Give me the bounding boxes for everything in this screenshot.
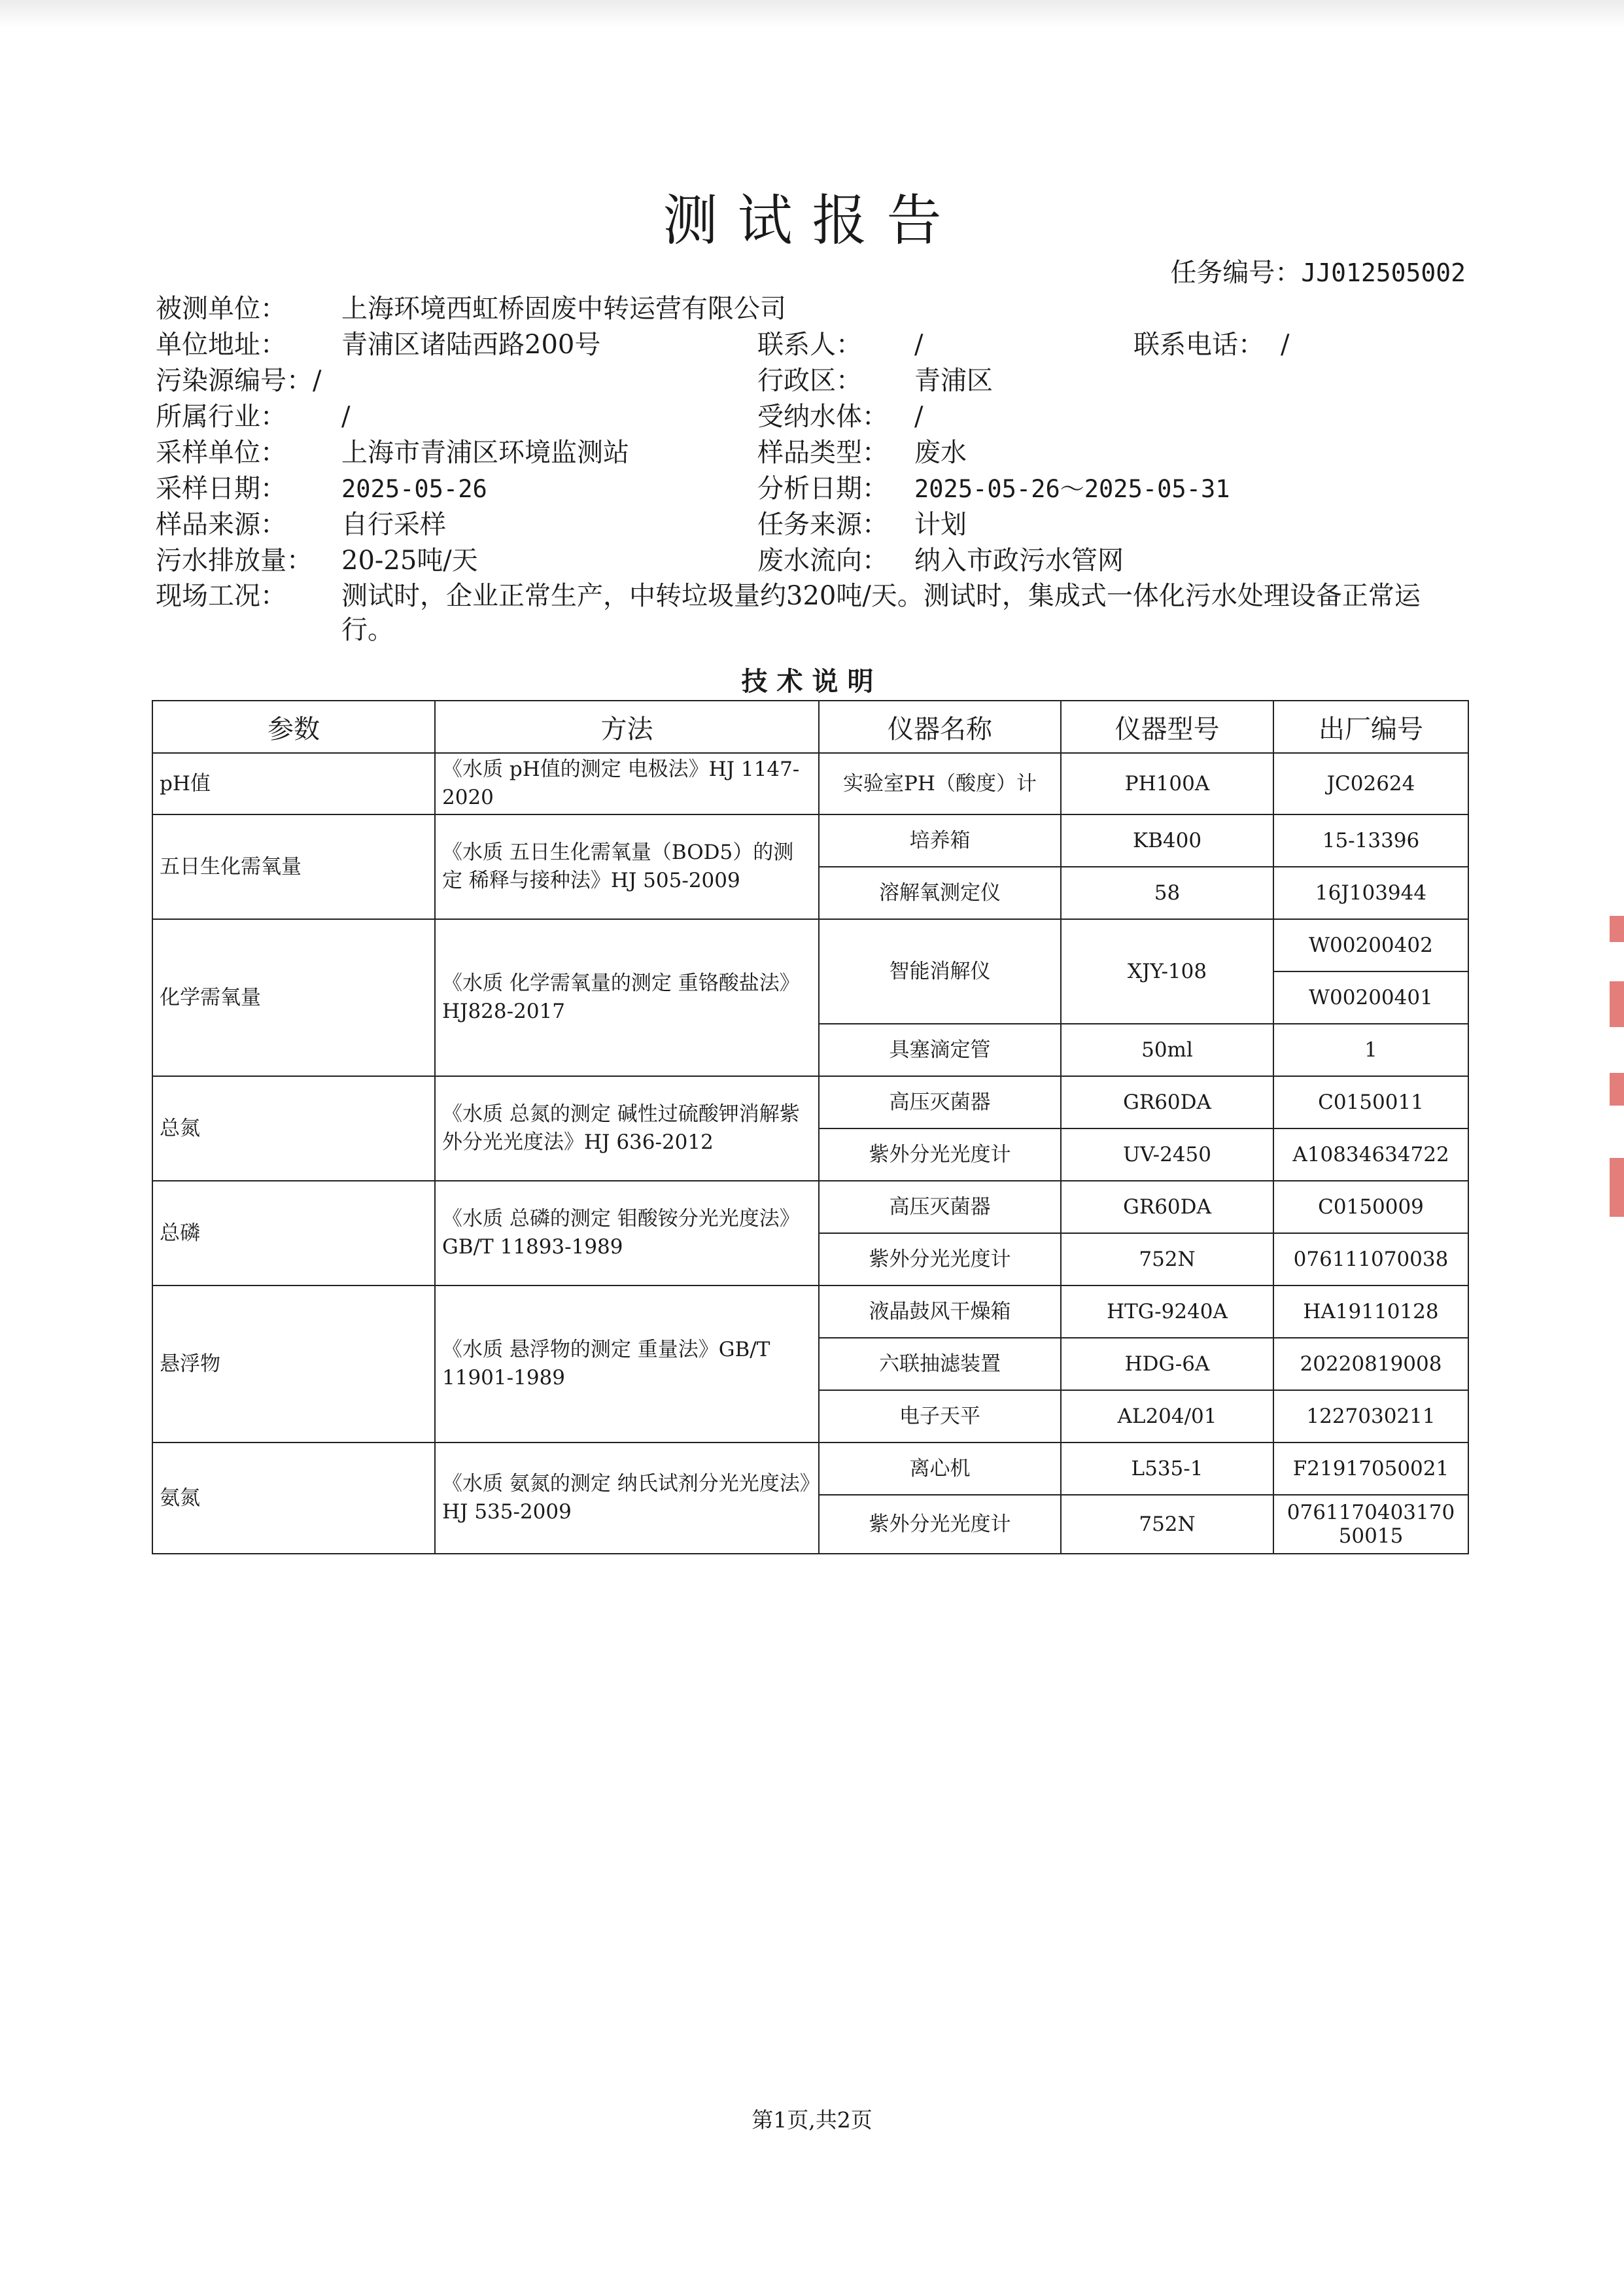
serial-cell: JC02624	[1273, 753, 1468, 814]
instrument-cell: 具塞滴定管	[819, 1024, 1061, 1076]
table-row	[152, 1285, 1468, 1338]
report-info	[156, 291, 1470, 647]
param-cell: 悬浮物	[152, 1285, 435, 1443]
param-cell: 氨氮	[152, 1443, 435, 1554]
serial-cell: 20220819008	[1273, 1338, 1468, 1390]
info-row-source	[156, 363, 1470, 399]
info-row-condition	[156, 579, 1470, 647]
analysis-date-label: 分析日期：	[757, 474, 888, 504]
model-cell: HTG-9240A	[1061, 1285, 1273, 1338]
instrument-cell: 离心机	[819, 1443, 1061, 1495]
model-cell: 752N	[1061, 1495, 1273, 1554]
method-cell: 《水质 悬浮物的测定 重量法》GB/T 11901-1989	[435, 1285, 819, 1443]
model-cell: XJY-108	[1061, 919, 1273, 1024]
serial-cell: 076111070038	[1273, 1233, 1468, 1285]
condition-value: 测试时，企业正常生产，中转垃圾量约320吨/天。测试时，集成式一体化污水处理设备正常运行。	[341, 581, 1421, 645]
model-cell: L535-1	[1061, 1443, 1273, 1495]
instrument-cell: 液晶鼓风干燥箱	[819, 1285, 1061, 1338]
serial-cell: W00200402	[1273, 919, 1468, 971]
model-cell: PH100A	[1061, 753, 1273, 814]
serial-cell: 16J103944	[1273, 867, 1468, 919]
serial-cell: 1	[1273, 1024, 1468, 1076]
seal-edge-mark	[1610, 1073, 1624, 1106]
serial-cell: 1227030211	[1273, 1390, 1468, 1443]
tech-table	[152, 700, 1469, 1554]
method-cell: 《水质 总磷的测定 钼酸铵分光光度法》GB/T 11893-1989	[435, 1181, 819, 1285]
header-method: 方法	[435, 701, 819, 753]
unit-value: 上海环境西虹桥固废中转运营有限公司	[341, 294, 786, 324]
header-model: 仪器型号	[1061, 701, 1273, 753]
sample-source-value: 自行采样	[341, 510, 446, 540]
instrument-cell: 紫外分光光度计	[819, 1233, 1061, 1285]
model-cell: KB400	[1061, 814, 1273, 867]
serial-cell: 076117040317050015	[1273, 1495, 1468, 1554]
address-label: 单位地址：	[156, 330, 286, 360]
instrument-cell: 培养箱	[819, 814, 1061, 867]
info-row-industry	[156, 399, 1470, 435]
instrument-cell: 六联抽滤装置	[819, 1338, 1061, 1390]
instrument-cell: 高压灭菌器	[819, 1181, 1061, 1233]
flow-label: 废水流向：	[757, 546, 888, 576]
model-cell: GR60DA	[1061, 1076, 1273, 1128]
contact-label: 联系人：	[757, 330, 862, 360]
tech-title: 技术说明	[741, 666, 883, 697]
serial-cell: W00200401	[1273, 971, 1468, 1024]
task-number-label: 任务编号：	[1170, 258, 1302, 288]
param-cell: 化学需氧量	[152, 919, 435, 1076]
phone-label: 联系电话：	[1133, 330, 1264, 360]
industry-value: /	[341, 402, 351, 432]
model-cell: HDG-6A	[1061, 1338, 1273, 1390]
table-row	[152, 1181, 1468, 1233]
info-row-unit	[156, 291, 1470, 327]
method-cell: 《水质 pH值的测定 电极法》HJ 1147-2020	[435, 753, 819, 814]
sampler-value: 上海市青浦区环境监测站	[341, 438, 629, 468]
serial-cell: F21917050021	[1273, 1443, 1468, 1495]
seal-edge-mark	[1610, 981, 1624, 1027]
instrument-cell: 紫外分光光度计	[819, 1495, 1061, 1554]
model-cell: GR60DA	[1061, 1181, 1273, 1233]
info-row-sampler	[156, 435, 1470, 471]
industry-label: 所属行业：	[156, 402, 286, 432]
phone-value: /	[1281, 330, 1290, 360]
contact-value: /	[914, 330, 924, 360]
flow-value: 纳入市政污水管网	[914, 546, 1124, 576]
param-cell: pH值	[152, 753, 435, 814]
sample-date-value: 2025-05-26	[341, 475, 487, 503]
seal-edge-mark	[1610, 1158, 1624, 1217]
header-serial: 出厂编号	[1273, 701, 1468, 753]
receiving-value: /	[914, 402, 924, 432]
serial-cell: C0150009	[1273, 1181, 1468, 1233]
table-row	[152, 919, 1468, 971]
model-cell: AL204/01	[1061, 1390, 1273, 1443]
instrument-cell: 高压灭菌器	[819, 1076, 1061, 1128]
task-source-value: 计划	[914, 510, 967, 540]
method-cell: 《水质 化学需氧量的测定 重铬酸盐法》HJ828-2017	[435, 919, 819, 1076]
discharge-value: 20-25吨/天	[341, 546, 478, 576]
condition-label: 现场工况：	[156, 581, 286, 611]
district-label: 行政区：	[757, 366, 862, 396]
instrument-cell: 电子天平	[819, 1390, 1061, 1443]
model-cell: UV-2450	[1061, 1128, 1273, 1181]
info-row-dates	[156, 471, 1470, 507]
source-no-label: 污染源编号：/	[156, 366, 322, 396]
serial-cell: HA19110128	[1273, 1285, 1468, 1338]
sample-date-label: 采样日期：	[156, 474, 286, 504]
sampler-label: 采样单位：	[156, 438, 286, 468]
method-cell: 《水质 总氮的测定 碱性过硫酸钾消解紫外分光光度法》HJ 636-2012	[435, 1076, 819, 1181]
model-cell: 752N	[1061, 1233, 1273, 1285]
info-row-sources	[156, 507, 1470, 543]
header-instrument: 仪器名称	[819, 701, 1061, 753]
address-value: 青浦区诸陆西路200号	[341, 330, 601, 360]
table-row	[152, 753, 1468, 814]
table-header-row	[152, 701, 1468, 753]
sample-type-value: 废水	[914, 438, 967, 468]
instrument-cell: 溶解氧测定仪	[819, 867, 1061, 919]
district-value: 青浦区	[914, 366, 993, 396]
seal-edge-mark	[1610, 916, 1624, 942]
model-cell: 58	[1061, 867, 1273, 919]
serial-cell: C0150011	[1273, 1076, 1468, 1128]
table-row	[152, 1076, 1468, 1128]
report-title: 测试报告	[663, 188, 961, 253]
param-cell: 五日生化需氧量	[152, 814, 435, 919]
method-cell: 《水质 五日生化需氧量（BOD5）的测定 稀释与接种法》HJ 505-2009	[435, 814, 819, 919]
receiving-label: 受纳水体：	[757, 402, 888, 432]
sample-type-label: 样品类型：	[757, 438, 888, 468]
scan-edge	[0, 0, 1624, 27]
instrument-cell: 紫外分光光度计	[819, 1128, 1061, 1181]
model-cell: 50ml	[1061, 1024, 1273, 1076]
task-source-label: 任务来源：	[757, 510, 888, 540]
analysis-date-value: 2025-05-26～2025-05-31	[914, 475, 1230, 503]
table-row	[152, 1443, 1468, 1495]
sample-source-label: 样品来源：	[156, 510, 286, 540]
info-row-address	[156, 327, 1470, 363]
serial-cell: 15-13396	[1273, 814, 1468, 867]
serial-cell: A10834634722	[1273, 1128, 1468, 1181]
param-cell: 总磷	[152, 1181, 435, 1285]
discharge-label: 污水排放量：	[156, 546, 313, 576]
method-cell: 《水质 氨氮的测定 纳氏试剂分光光度法》HJ 535-2009	[435, 1443, 819, 1554]
header-param: 参数	[152, 701, 435, 753]
instrument-cell: 智能消解仪	[819, 919, 1061, 1024]
task-number-value: JJ012505002	[1301, 258, 1466, 287]
page-footer: 第1页,共2页	[752, 2107, 872, 2133]
unit-label: 被测单位：	[156, 294, 286, 324]
param-cell: 总氮	[152, 1076, 435, 1181]
instrument-cell: 实验室PH（酸度）计	[819, 753, 1061, 814]
task-number	[1170, 252, 1466, 289]
info-row-discharge	[156, 543, 1470, 579]
table-row	[152, 814, 1468, 867]
